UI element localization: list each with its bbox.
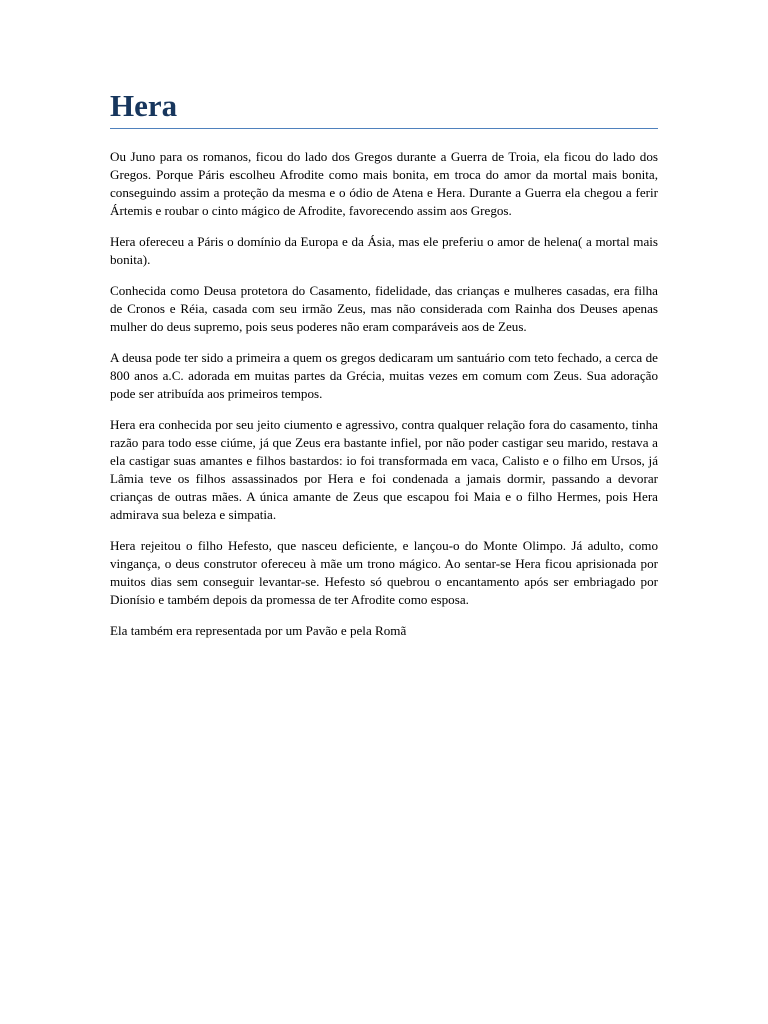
paragraph-6: Hera rejeitou o filho Hefesto, que nasceu deficiente, e lançou-o do Monte Olimpo. Já adulto, como vingança, o deus construtor ofereceu à mãe um trono mágico. Ao sentar-se Hera ficou aprisionada por muitos dias sem conseguir levantar-se. Hefesto só quebrou o encantamento após ser embriagado por Dionísio e também depois da promessa de ter Afrodite como esposa.: [110, 538, 658, 607]
document-body: [110, 86, 658, 653]
paragraph-3: Conhecida como Deusa protetora do Casamento, fidelidade, das crianças e mulheres casadas, era filha de Cronos e Réia, casada com seu irmão Zeus, mas não considerada com Rainha dos Deuses apenas mulher do deus supremo, pois seus poderes não eram comparáveis aos de Zeus.: [110, 283, 658, 334]
paragraph-1: Ou Juno para os romanos, ficou do lado dos Gregos durante a Guerra de Troia, ela ficou do lado dos Gregos. Porque Páris escolheu Afrodite como mais bonita, em troca do amor da mortal mais bonita, conseguindo assim a proteção da mesma e o ódio de Atena e Hera. Durante a Guerra ela chegou a ferir Ártemis e roubar o cinto mágico de Afrodite, favorecendo assim aos Gregos.: [110, 149, 658, 218]
document-title: Hera: [110, 86, 658, 129]
paragraph-7: Ela também era representada por um Pavão e pela Romã: [110, 623, 407, 638]
paragraph-4: A deusa pode ter sido a primeira a quem os gregos dedicaram um santuário com teto fechado, a cerca de 800 anos a.C. adorada em muitas partes da Grécia, muitas vezes em comum com Zeus. Sua adoração pode ser atribuída aos primeiros tempos.: [110, 350, 658, 401]
paragraph-5: Hera era conhecida por seu jeito ciumento e agressivo, contra qualquer relação fora do casamento, tinha razão para todo esse ciúme, já que Zeus era bastante infiel, por não poder castigar seu marido, restava a ela castigar suas amantes e filhos bastardos: io foi transformada em vaca, Calisto e o filho em Ursos, já Lâmia teve os filhos assassinados por Hera e foi condenada a jamais dormir, passando a devorar crianças de outras mães. A única amante de Zeus que escapou foi Maia e o filho Hermes, pois Hera admirava sua beleza e simpatia.: [110, 417, 658, 522]
paragraph-2: Hera ofereceu a Páris o domínio da Europa e da Ásia, mas ele preferiu o amor de helena( a mortal mais bonita).: [110, 234, 658, 267]
